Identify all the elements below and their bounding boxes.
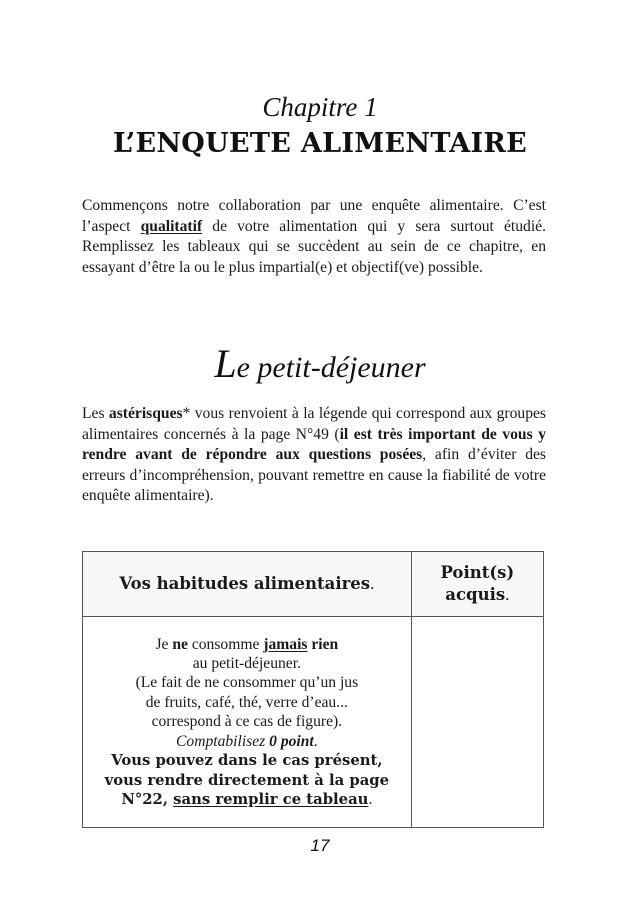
legend-bold-2: il est très important de vous y rendre avant de répondre aux questions posées (82, 425, 546, 464)
habit-text: consomme (187, 635, 264, 653)
habit-bold-ne: ne (172, 635, 188, 653)
intro-emphasis: qualitatif (140, 217, 203, 235)
header-points-cell (411, 552, 543, 617)
habit-line: correspond à ce cas de figure). (151, 713, 343, 731)
section-title (0, 340, 640, 387)
section-title-initial: L (214, 341, 237, 386)
header-habits-cell (83, 552, 412, 617)
skip-table-instruction: sans remplir ce tableau (173, 790, 369, 808)
habit-description-cell (83, 617, 412, 828)
intro-paragraph (82, 196, 546, 278)
table-header-row (83, 552, 544, 617)
header-points-end: . (505, 585, 510, 604)
chapter-label: Chapitre 1 (262, 92, 378, 122)
habit-line: au petit-déjeuner. (192, 655, 301, 673)
legend-text-1: Les (82, 405, 109, 422)
header-points-line1: Point(s) (440, 563, 515, 582)
chapter-title: L’ENQUETE ALIMENTAIRE (112, 128, 528, 159)
instruction-bold-line: vous rendre directement à la page (104, 771, 390, 789)
habit-bold-jamais: jamais (263, 635, 308, 653)
habit-line: (Le fait de ne consommer qu’un jus (135, 674, 359, 692)
page-reference: N°22, (121, 790, 174, 808)
legend-text-3: , afin d’éviter des erreurs d’incompréhension, pouvant remettre en cause la fiabilité de votre enquête alimentaire). (82, 446, 546, 505)
page-number: 17 (310, 836, 330, 855)
habit-bold-rien: rien (307, 635, 339, 653)
header-points-line2: acquis (445, 585, 506, 604)
points-instruction: Comptabilisez (176, 732, 270, 750)
legend-paragraph (82, 404, 546, 507)
points-entry-cell[interactable] (411, 617, 543, 828)
table-row (83, 617, 544, 828)
eating-habits-table (82, 551, 544, 828)
habit-text: Je (155, 635, 173, 653)
points-value: 0 point (269, 732, 314, 750)
habit-line: de fruits, café, thé, verre d’eau... (145, 693, 348, 711)
intro-text-2: de votre alimentation qui y sera surtout étudié. Remplissez les tableaux qui se succèdent au sein de ce chapitre, en essayant d’être la ou le plus impartial(e) et objectif(ve) possible. (82, 217, 546, 276)
instruction-end: . (368, 790, 373, 808)
instruction-bold-line: Vous pouvez dans le cas présent, (111, 752, 383, 770)
legend-text-2: * vous renvoient à la légende qui correspond aux groupes alimentaires concernés à la page N°49 ( (82, 405, 547, 443)
legend-bold-1: astérisques (108, 405, 183, 422)
header-habits: Vos habitudes alimentaires (119, 574, 371, 593)
section-title-rest: e petit-déjeuner (236, 351, 426, 384)
header-habits-end: . (370, 574, 375, 593)
points-instruction-end: . (313, 732, 318, 750)
intro-text-1: Commençons notre collaboration par une enquête alimentaire. C’est l’aspect (82, 197, 546, 235)
